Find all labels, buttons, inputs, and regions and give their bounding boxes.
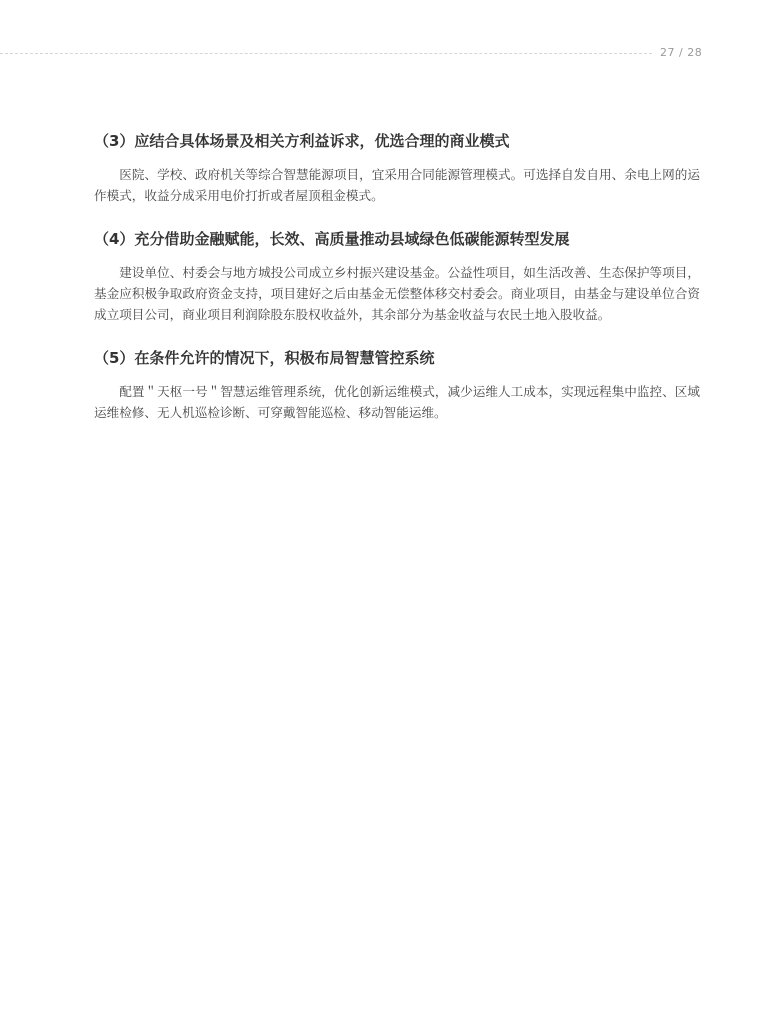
document-body <box>94 130 700 445</box>
section-heading: （3）应结合具体场景及相关方利益诉求，优选合理的商业模式 <box>94 132 510 150</box>
section-3 <box>94 130 700 206</box>
section-heading: （4）充分借助金融赋能，长效、高质量推动县域绿色低碳能源转型发展 <box>94 230 570 248</box>
section-paragraph: 医院、学校、政府机关等综合智慧能源项目，宜采用合同能源管理模式。可选择自发自用、余电上网的运作模式，收益分成采用电价打折或者屋顶租金模式。 <box>94 167 700 203</box>
section-5 <box>94 347 700 423</box>
section-4 <box>94 228 700 325</box>
header-divider <box>0 53 652 54</box>
page-number: 27 / 28 <box>660 46 703 59</box>
section-paragraph: 建设单位、村委会与地方城投公司成立乡村振兴建设基金。公益性项目，如生活改善、生态保护等项目，基金应积极争取政府资金支持，项目建好之后由基金无偿整体移交村委会。商业项目，由基金与建设单位合资成立项目公司，商业项目利润除股东股权收益外，其余部分为基金收益与农民土地入股收益。 <box>94 265 700 322</box>
section-heading: （5）在条件允许的情况下，积极布局智慧管控系统 <box>94 349 435 367</box>
section-paragraph: 配置＂天枢一号＂智慧运维管理系统，优化创新运维模式，减少运维人工成本，实现远程集中监控、区域运维检修、无人机巡检诊断、可穿戴智能巡检、移动智能运维。 <box>94 384 700 420</box>
